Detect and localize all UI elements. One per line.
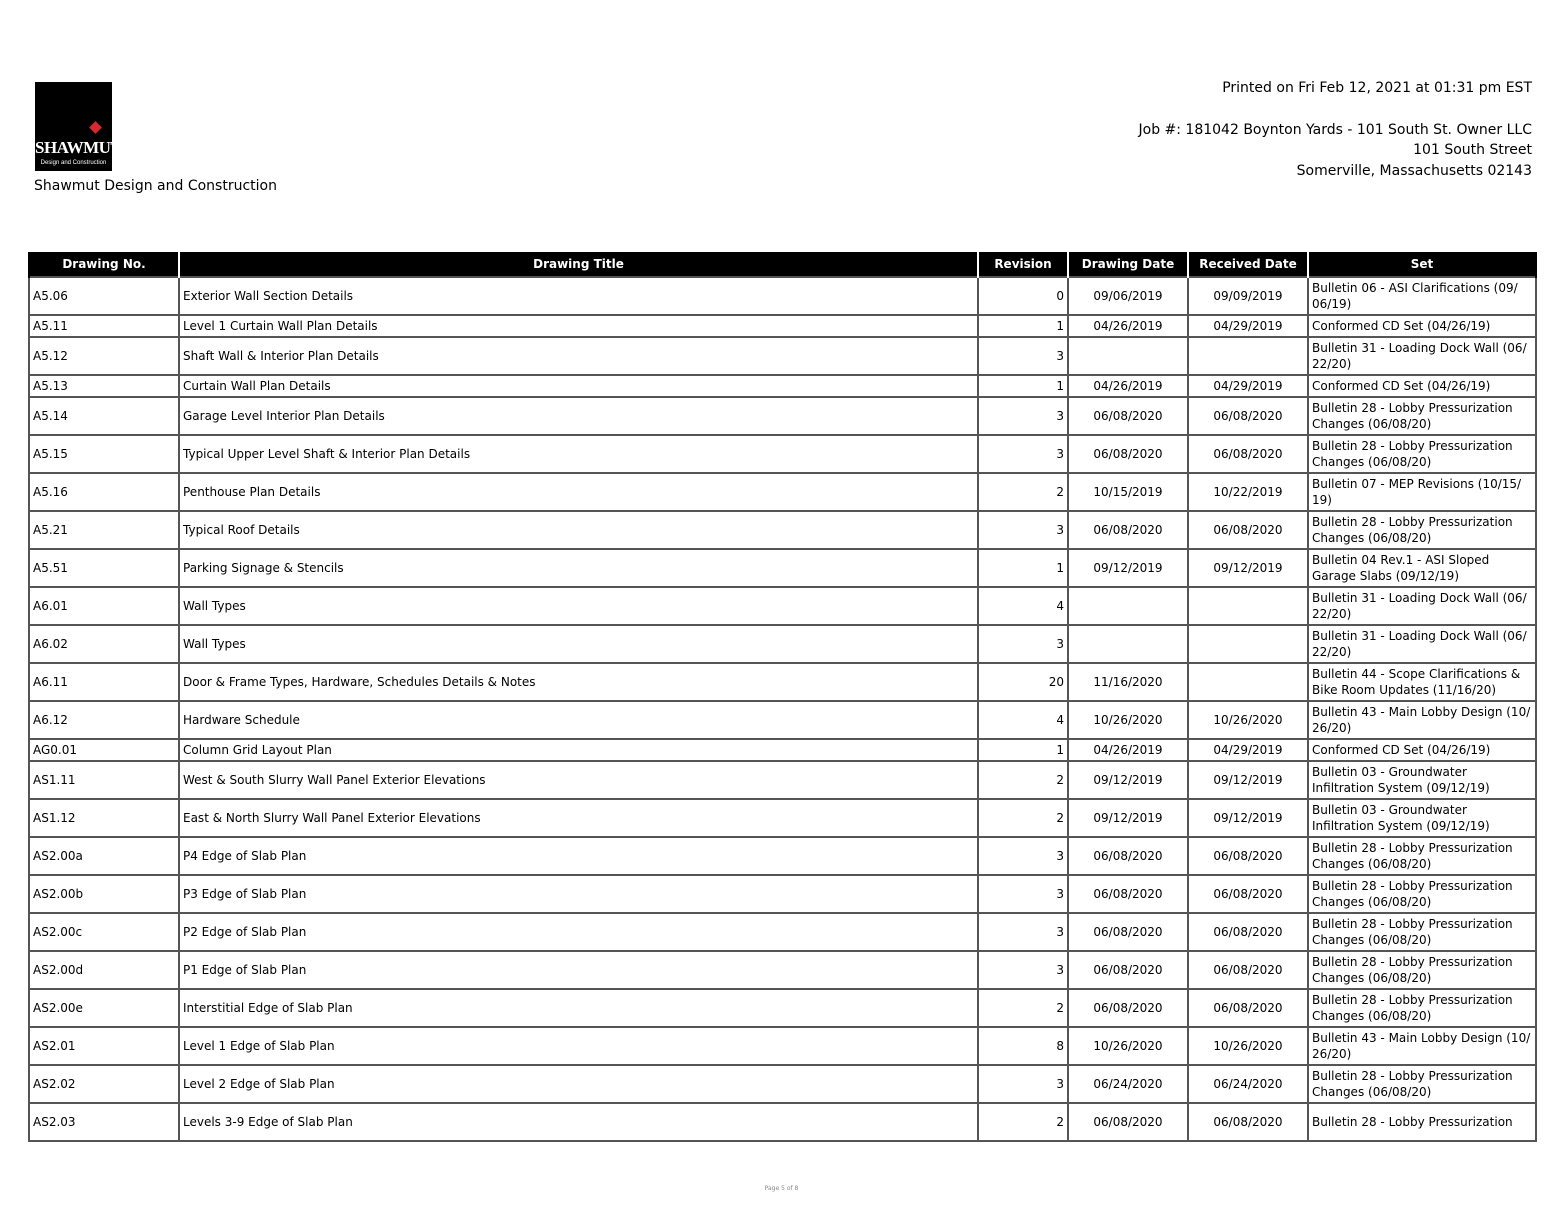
drawing-title-cell: Garage Level Interior Plan Details [179,397,978,435]
set-cell: Bulletin 06 - ASI Clarifications (09/ 06/19) [1308,277,1536,315]
received-date-cell: 06/08/2020 [1188,989,1308,1027]
revision-cell: 3 [978,951,1068,989]
received-date-cell: 06/08/2020 [1188,1103,1308,1141]
drawing-date-cell [1068,337,1188,375]
drawing-title-cell: P3 Edge of Slab Plan [179,875,978,913]
drawing-title-cell: Door & Frame Types, Hardware, Schedules Details & Notes [179,663,978,701]
revision-cell: 3 [978,397,1068,435]
table-row [29,1103,1536,1141]
table-row [29,663,1536,701]
drawing-no-cell: AS2.00a [29,837,179,875]
drawing-no-cell: AS2.00d [29,951,179,989]
revision-cell: 3 [978,511,1068,549]
revision-cell: 1 [978,315,1068,337]
drawing-no-cell: AS2.03 [29,1103,179,1141]
received-date-cell [1188,625,1308,663]
received-date-cell: 06/08/2020 [1188,435,1308,473]
table-row [29,549,1536,587]
drawing-date-cell: 09/12/2019 [1068,799,1188,837]
col-header-drawing-date: Drawing Date [1068,252,1188,277]
drawing-title-cell: East & North Slurry Wall Panel Exterior Elevations [179,799,978,837]
drawing-date-cell [1068,587,1188,625]
set-cell: Bulletin 31 - Loading Dock Wall (06/ 22/20) [1308,625,1536,663]
drawing-title-cell: Shaft Wall & Interior Plan Details [179,337,978,375]
received-date-cell: 09/12/2019 [1188,549,1308,587]
revision-cell: 1 [978,549,1068,587]
table-header-row [29,252,1536,277]
drawing-date-cell: 11/16/2020 [1068,663,1188,701]
revision-cell: 20 [978,663,1068,701]
table-row [29,473,1536,511]
table-row [29,799,1536,837]
drawing-title-cell: P1 Edge of Slab Plan [179,951,978,989]
set-cell: Bulletin 43 - Main Lobby Design (10/ 26/20) [1308,701,1536,739]
received-date-cell: 04/29/2019 [1188,375,1308,397]
drawing-title-cell: P4 Edge of Slab Plan [179,837,978,875]
drawing-date-cell: 04/26/2019 [1068,739,1188,761]
table-row [29,951,1536,989]
received-date-cell: 06/08/2020 [1188,511,1308,549]
table-row [29,989,1536,1027]
drawing-date-cell: 06/08/2020 [1068,951,1188,989]
table-row [29,875,1536,913]
drawing-date-cell: 04/26/2019 [1068,375,1188,397]
drawing-no-cell: A5.06 [29,277,179,315]
received-date-cell [1188,337,1308,375]
drawing-date-cell: 10/15/2019 [1068,473,1188,511]
set-cell: Bulletin 44 - Scope Clarifications & Bike Room Updates (11/16/20) [1308,663,1536,701]
drawing-date-cell: 10/26/2020 [1068,1027,1188,1065]
drawing-title-cell: Wall Types [179,625,978,663]
report-header [1139,78,1533,181]
set-cell: Bulletin 28 - Lobby Pressurization Changes (06/08/20) [1308,837,1536,875]
table-row [29,761,1536,799]
drawing-title-cell: Interstitial Edge of Slab Plan [179,989,978,1027]
drawing-no-cell: A6.02 [29,625,179,663]
drawing-date-cell: 06/08/2020 [1068,435,1188,473]
received-date-cell: 04/29/2019 [1188,739,1308,761]
revision-cell: 2 [978,1103,1068,1141]
set-cell: Bulletin 07 - MEP Revisions (10/15/ 19) [1308,473,1536,511]
received-date-cell: 06/08/2020 [1188,837,1308,875]
revision-cell: 3 [978,337,1068,375]
drawing-log-table [28,252,1537,1142]
logo-diamond-icon [89,121,102,134]
received-date-cell: 10/26/2020 [1188,1027,1308,1065]
set-cell: Conformed CD Set (04/26/19) [1308,739,1536,761]
drawing-date-cell: 04/26/2019 [1068,315,1188,337]
set-cell: Bulletin 04 Rev.1 - ASI Sloped Garage Slabs (09/12/19) [1308,549,1536,587]
drawing-date-cell: 06/08/2020 [1068,1103,1188,1141]
revision-cell: 3 [978,913,1068,951]
col-header-revision: Revision [978,252,1068,277]
revision-cell: 8 [978,1027,1068,1065]
drawing-no-cell: AS2.00b [29,875,179,913]
drawing-no-cell: AS2.02 [29,1065,179,1103]
revision-cell: 4 [978,701,1068,739]
set-cell: Bulletin 03 - Groundwater Infiltration System (09/12/19) [1308,761,1536,799]
received-date-cell: 09/09/2019 [1188,277,1308,315]
drawing-date-cell: 06/24/2020 [1068,1065,1188,1103]
drawing-title-cell: Level 1 Edge of Slab Plan [179,1027,978,1065]
table-row [29,337,1536,375]
received-date-cell: 09/12/2019 [1188,799,1308,837]
drawing-title-cell: Parking Signage & Stencils [179,549,978,587]
set-cell: Bulletin 28 - Lobby Pressurization Changes (06/08/20) [1308,511,1536,549]
revision-cell: 2 [978,799,1068,837]
table-row [29,315,1536,337]
drawing-title-cell: Wall Types [179,587,978,625]
revision-cell: 2 [978,989,1068,1027]
received-date-cell: 06/08/2020 [1188,951,1308,989]
table-row [29,277,1536,315]
printed-timestamp: Printed on Fri Feb 12, 2021 at 01:31 pm EST [1222,80,1532,96]
drawing-no-cell: A5.14 [29,397,179,435]
table-row [29,397,1536,435]
drawing-title-cell: Level 1 Curtain Wall Plan Details [179,315,978,337]
drawing-date-cell: 06/08/2020 [1068,989,1188,1027]
set-cell: Bulletin 43 - Main Lobby Design (10/ 26/20) [1308,1027,1536,1065]
drawing-no-cell: AS1.12 [29,799,179,837]
drawing-title-cell: Exterior Wall Section Details [179,277,978,315]
received-date-cell: 06/08/2020 [1188,397,1308,435]
drawing-title-cell: Column Grid Layout Plan [179,739,978,761]
set-cell: Conformed CD Set (04/26/19) [1308,375,1536,397]
revision-cell: 1 [978,739,1068,761]
set-cell: Bulletin 03 - Groundwater Infiltration System (09/12/19) [1308,799,1536,837]
drawing-title-cell: P2 Edge of Slab Plan [179,913,978,951]
revision-cell: 0 [978,277,1068,315]
drawing-no-cell: AS2.00c [29,913,179,951]
revision-cell: 3 [978,1065,1068,1103]
drawing-no-cell: A5.12 [29,337,179,375]
set-cell: Bulletin 28 - Lobby Pressurization [1308,1103,1536,1141]
table-row [29,1065,1536,1103]
col-header-received-date: Received Date [1188,252,1308,277]
drawing-date-cell: 06/08/2020 [1068,397,1188,435]
received-date-cell: 04/29/2019 [1188,315,1308,337]
table-row [29,625,1536,663]
table-row [29,913,1536,951]
received-date-cell [1188,587,1308,625]
table-row [29,435,1536,473]
col-header-drawing-title: Drawing Title [179,252,978,277]
received-date-cell: 06/08/2020 [1188,913,1308,951]
set-cell: Bulletin 31 - Loading Dock Wall (06/ 22/20) [1308,337,1536,375]
table-row [29,1027,1536,1065]
revision-cell: 3 [978,625,1068,663]
received-date-cell: 10/22/2019 [1188,473,1308,511]
set-cell: Bulletin 28 - Lobby Pressurization Changes (06/08/20) [1308,435,1536,473]
table-row [29,375,1536,397]
drawing-date-cell: 09/12/2019 [1068,549,1188,587]
job-line: Job #: 181042 Boynton Yards - 101 South St. Owner LLC [1138,121,1532,138]
drawing-no-cell: A5.13 [29,375,179,397]
table-row [29,587,1536,625]
drawing-title-cell: Curtain Wall Plan Details [179,375,978,397]
drawing-no-cell: A5.15 [29,435,179,473]
table-row [29,701,1536,739]
received-date-cell: 10/26/2020 [1188,701,1308,739]
page-number: Page 5 of 8 [764,1185,799,1192]
received-date-cell: 09/12/2019 [1188,761,1308,799]
address-city: Somerville, Massachusetts 02143 [1296,162,1532,179]
received-date-cell: 06/08/2020 [1188,875,1308,913]
drawing-title-cell: Level 2 Edge of Slab Plan [179,1065,978,1103]
set-cell: Bulletin 28 - Lobby Pressurization Changes (06/08/20) [1308,397,1536,435]
logo-tagline: Design and Construction [40,160,107,166]
table-row [29,837,1536,875]
received-date-cell: 06/24/2020 [1188,1065,1308,1103]
revision-cell: 4 [978,587,1068,625]
revision-cell: 3 [978,837,1068,875]
drawing-date-cell: 06/08/2020 [1068,875,1188,913]
address-street: 101 South Street [1413,142,1532,158]
drawing-no-cell: A5.51 [29,549,179,587]
company-name: Shawmut Design and Construction [34,178,277,194]
logo-wordmark: SHAWMUT [35,138,122,157]
drawing-title-cell: Typical Upper Level Shaft & Interior Plan Details [179,435,978,473]
drawing-no-cell: AG0.01 [29,739,179,761]
drawing-no-cell: A5.21 [29,511,179,549]
set-cell: Bulletin 31 - Loading Dock Wall (06/ 22/20) [1308,587,1536,625]
received-date-cell [1188,663,1308,701]
shawmut-logo [35,82,122,171]
set-cell: Bulletin 28 - Lobby Pressurization Changes (06/08/20) [1308,1065,1536,1103]
drawing-title-cell: Penthouse Plan Details [179,473,978,511]
drawing-no-cell: AS1.11 [29,761,179,799]
revision-cell: 2 [978,473,1068,511]
set-cell: Bulletin 28 - Lobby Pressurization Changes (06/08/20) [1308,875,1536,913]
drawing-no-cell: A5.16 [29,473,179,511]
drawing-title-cell: West & South Slurry Wall Panel Exterior Elevations [179,761,978,799]
drawing-date-cell: 06/08/2020 [1068,837,1188,875]
table-row [29,511,1536,549]
revision-cell: 2 [978,761,1068,799]
revision-cell: 1 [978,375,1068,397]
set-cell: Bulletin 28 - Lobby Pressurization Changes (06/08/20) [1308,913,1536,951]
col-header-set: Set [1308,252,1536,277]
set-cell: Conformed CD Set (04/26/19) [1308,315,1536,337]
drawing-date-cell [1068,625,1188,663]
set-cell: Bulletin 28 - Lobby Pressurization Changes (06/08/20) [1308,951,1536,989]
drawing-title-cell: Hardware Schedule [179,701,978,739]
drawing-no-cell: AS2.01 [29,1027,179,1065]
drawing-no-cell: A5.11 [29,315,179,337]
drawing-no-cell: AS2.00e [29,989,179,1027]
drawing-date-cell: 06/08/2020 [1068,913,1188,951]
revision-cell: 3 [978,875,1068,913]
drawing-title-cell: Typical Roof Details [179,511,978,549]
drawing-no-cell: A6.01 [29,587,179,625]
drawing-no-cell: A6.11 [29,663,179,701]
drawing-date-cell: 09/12/2019 [1068,761,1188,799]
table-row [29,739,1536,761]
drawing-date-cell: 09/06/2019 [1068,277,1188,315]
set-cell: Bulletin 28 - Lobby Pressurization Changes (06/08/20) [1308,989,1536,1027]
drawing-title-cell: Levels 3-9 Edge of Slab Plan [179,1103,978,1141]
col-header-drawing-no: Drawing No. [29,252,179,277]
drawing-date-cell: 10/26/2020 [1068,701,1188,739]
revision-cell: 3 [978,435,1068,473]
drawing-no-cell: A6.12 [29,701,179,739]
drawing-date-cell: 06/08/2020 [1068,511,1188,549]
